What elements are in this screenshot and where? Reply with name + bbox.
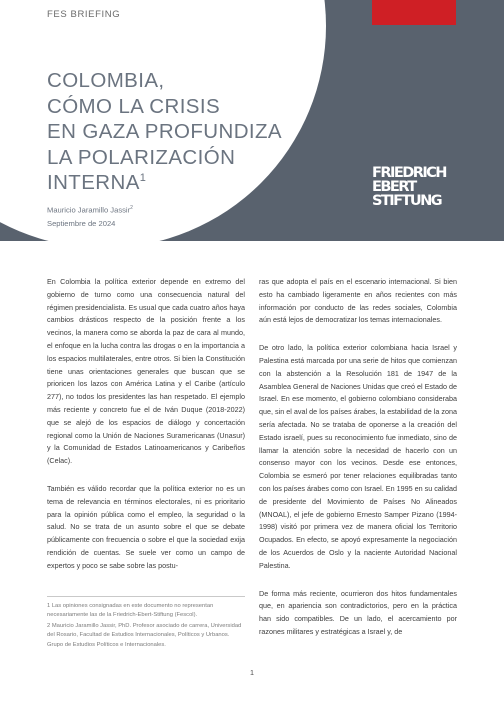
- logo-line: STIFTUNG: [372, 192, 442, 209]
- page-number: 1: [250, 668, 254, 677]
- footnotes: [47, 602, 245, 651]
- logo-line: EBERT: [372, 178, 416, 195]
- document-title: [47, 68, 317, 196]
- footnote-divider: [47, 596, 245, 597]
- accent-red-block: [372, 0, 456, 25]
- author-name: Mauricio Jaramillo Jassir: [47, 205, 131, 215]
- body-column-right: [259, 276, 457, 654]
- paragraph: También es válido recordar que la política exterior no es un tema de relevancia en términos electorales, ni es prioritario para la opinión pública como el empleo, la seguridad o la salud. No se trata de un asunto sobre el que se debate públicamente con frecuencia o sobre el que la sociedad exija rendición de cuentas. Se suele ver como un campo de expertos y poco se sabe sobre las postu-: [47, 483, 245, 570]
- paragraph: De otro lado, la política exterior colombiana hacia Israel y Palestina está marcada por una serie de hitos que comienzan con la abstención a la Resolución 181 de 1947 de la Asamblea General de Naciones Unidas que creó el Estado de Israel. En ese momento, el gobierno colombiano consideraba que, sin el aval de los países árabes, la estabilidad de la zona sería afectada. No se trataba de oponerse a la creación del Estado israelí, pues su reconocimiento fue inmediato, sino de llamar la atención sobre la necesidad de hacerlo con un consenso mayor con los vecinos. Desde ese entonces, Colombia se esmeró por tener relaciones equilibradas tanto con los países árabes como con Israel. En 1995 en su calidad de presidente del Movimiento de Países No Alineados (MNOAL), el jefe de gobierno Ernesto Samper Pizano (1994-1998) visitó por primera vez de manera oficial los Territorio Ocupados. En efecto, se apoyó expresamente la negociación de los Acuerdos de Oslo y la naciente Autoridad Nacional Palestina.: [259, 343, 457, 570]
- title-line: COLOMBIA,: [47, 69, 165, 92]
- author-footnote-marker: 2: [130, 205, 133, 211]
- paragraph: ras que adopta el país en el escenario internacional. Si bien esto ha cambiado ligeramente en años recientes con más información por conducto de las redes sociales, Colombia aún está lejos de democratizar los temas internacionales.: [259, 277, 457, 325]
- footnote: 1 Las opiniones consignadas en este documento no representan necesariamente las de la Friedrich-Ebert-Stiftung (Fescol).: [47, 603, 214, 619]
- title-line: EN GAZA PROFUNDIZA: [47, 120, 283, 143]
- title-line: INTERNA: [47, 171, 140, 194]
- title-line: LA POLARIZACIÓN: [47, 145, 236, 169]
- paragraph: De forma más reciente, ocurrieron dos hitos fundamentales que, en apariencia son contradictorios, pero en la práctica han sido compatibles. De un lado, el acercamiento por razones militares y estratégicas a Israel y, de: [259, 588, 457, 636]
- title-footnote-marker: 1: [139, 172, 147, 185]
- paragraph: En Colombia la política exterior depende en extremo del gobierno de turno como una consecuencia natural del régimen presidencialista. Es usual que cada cuatro años haya cambios drásticos respecto de la posición frente a los vecinos, la manera como se aborda la paz de cara al mundo, el enfoque en la lucha contra las drogas o en la importancia a los espacios multilaterales, entre otros. Si bien la Constitución tiene unas orientaciones generales que buscan que se prioricen los lazos con América Latina y el Caribe (artículo 277), no todos los presidentes las han respetado. El ejemplo más reciente y concreto fue el de Iván Duque (2018-2022) que se alejó de los espacios de diálogo y concertación regional como la Unión de Naciones Suramericanas (Unasur) y la Comunidad de Estados Latinoamericanos y Caribeños (Celac).: [47, 277, 245, 466]
- body-column-left: [47, 276, 245, 588]
- logo-line: FRIEDRICH: [372, 164, 446, 181]
- author-line: [47, 205, 133, 215]
- header-band: [0, 0, 504, 241]
- series-label: FES BRIEFING: [47, 9, 121, 20]
- fes-logo: [372, 166, 462, 208]
- footnote: 2 Mauricio Jaramillo Jassir, PhD. Profesor asociado de carrera, Universidad del Rosario, Facultad de Estudios Internacionales, Políticos y Urbanos. Grupo de Estudios Políticos e Internacionales.: [47, 622, 242, 648]
- title-line: CÓMO LA CRISIS: [47, 94, 221, 118]
- publication-date: Septiembre de 2024: [47, 219, 116, 228]
